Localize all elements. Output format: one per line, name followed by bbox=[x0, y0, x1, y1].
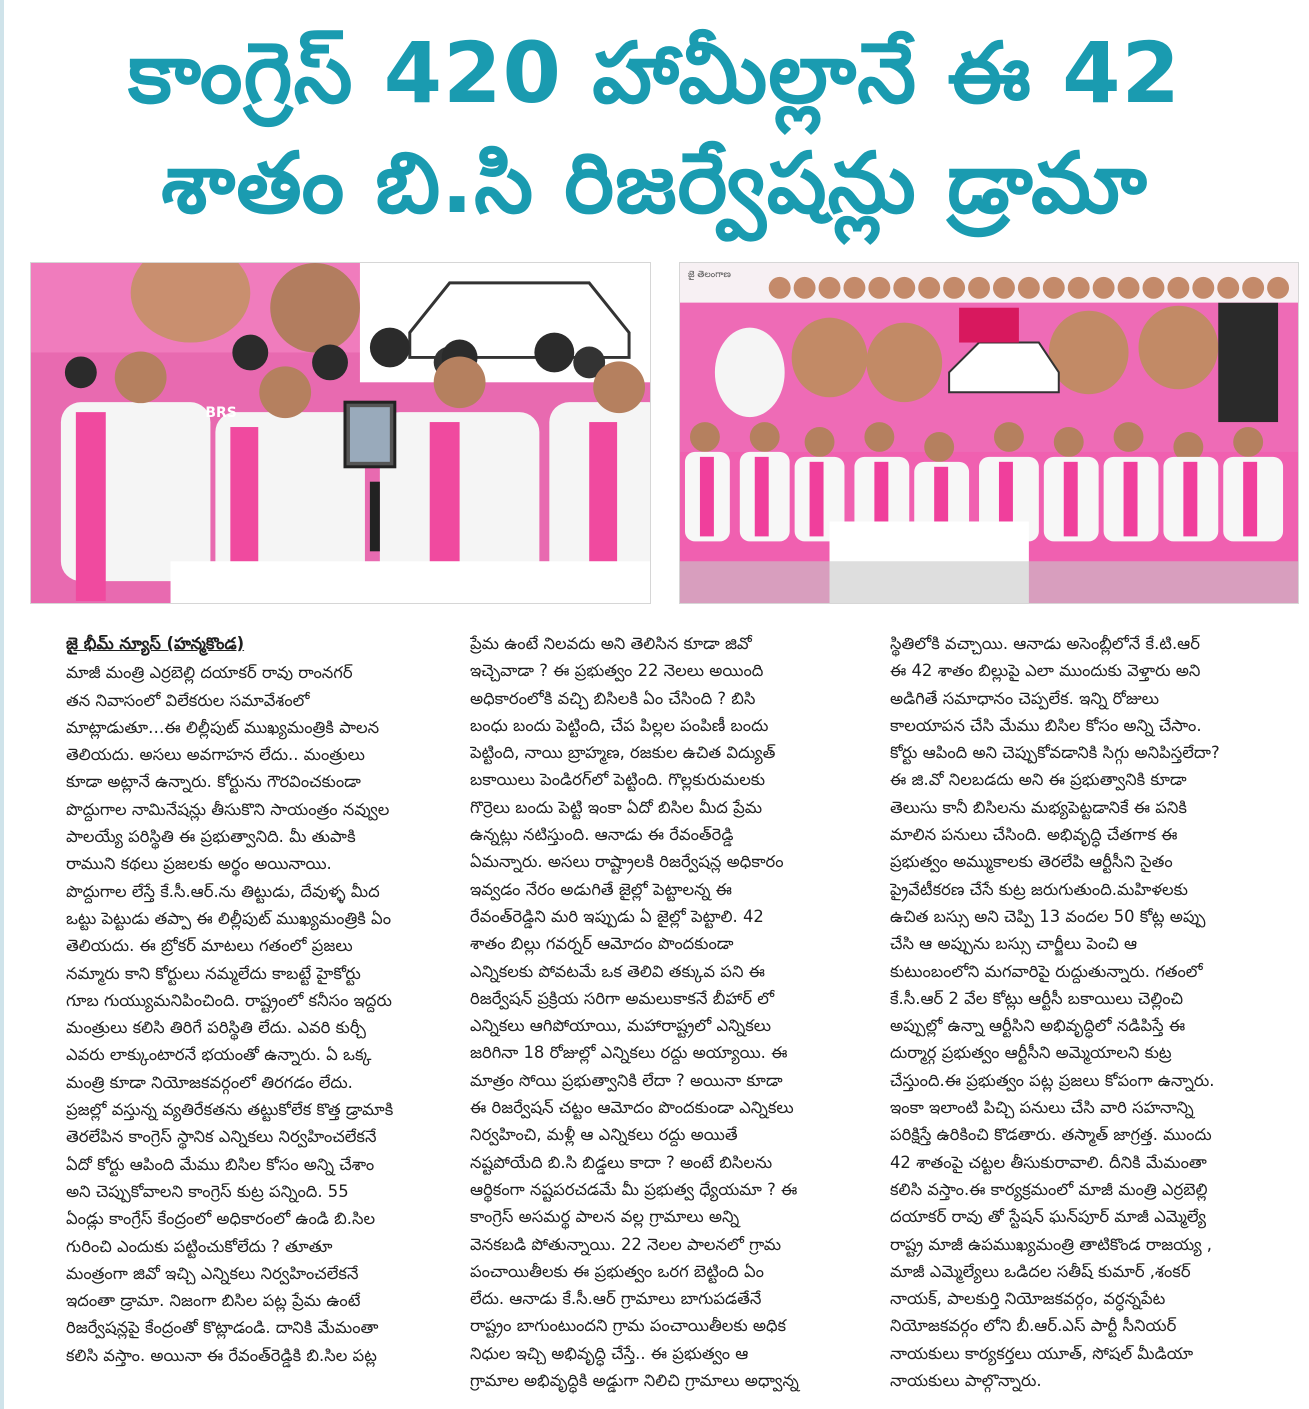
article-column-2 bbox=[470, 630, 860, 1394]
column-line: నమ్మారు కాని కోర్టులు నమ్మలేదు కాబట్టే హైకోర్టు bbox=[66, 963, 361, 983]
column-line: గ్రామాల అభివృద్ధికి అడ్డుగా నిలిచి గ్రామాలు అధ్వాన్న bbox=[470, 1371, 799, 1391]
column-line: తెలియదు. అసలు అవగాహన లేదు.. మంత్రులు bbox=[66, 745, 365, 765]
column-line: నాయకులు కార్యకర్తలు యూత్, సోషల్ మీడియా bbox=[890, 1343, 1194, 1363]
column-line: కూడా అట్లానే ఉన్నారు. కోర్టును గౌరవించకుండా bbox=[66, 772, 361, 792]
column-line: మాత్రం సోయి ప్రభుత్వానికి లేదా ? అయినా కూడా bbox=[470, 1070, 783, 1090]
column-line: పొద్దుగాల నామినేషన్లు తీసుకొని సాయంత్రం నవ్వుల bbox=[66, 799, 390, 819]
column-line: ఎన్నికలకు పోవటమే ఒక తెలివి తక్కువ పని ఈ bbox=[470, 961, 765, 981]
column-line: కే.సీ.ఆర్ 2 వేల కోట్లు ఆర్టీసీ బకాయిలు చెల్లించి bbox=[890, 988, 1184, 1008]
column-line: ఆర్థికంగా నష్టపరచడమే మీ ప్రభుత్వ ధ్యేయమా ? ఈ bbox=[470, 1179, 798, 1199]
column-line: పాలయ్యే పరిస్థితి ఈ ప్రభుత్వానిది. మీ తుపాకి bbox=[66, 827, 356, 847]
column-line: మంత్రంగా జివో ఇచ్చి ఎన్నికలు నిర్వహించలేకనే bbox=[66, 1263, 359, 1283]
photo-left-illustration bbox=[31, 263, 650, 603]
press-meet-photo-right bbox=[679, 262, 1299, 604]
column-line: రాష్ట్రం బాగుంటుందని గ్రామ పంచాయితీలకు అధిక bbox=[470, 1316, 787, 1336]
article-headline bbox=[0, 18, 1309, 238]
column-line: ఇదంతా డ్రామా. నిజంగా బిసిల పట్ల ప్రేమ ఉంటే bbox=[66, 1291, 361, 1311]
column-line: ఇచ్చెవాడా ? ఈ ప్రభుత్వం 22 నెలలు అయింది bbox=[470, 661, 764, 681]
press-meet-photo-left bbox=[30, 262, 651, 604]
column-line: 42 శాతంపై చట్టల తీసుకురావాలి. దీనికి మేమంతా bbox=[890, 1152, 1207, 1172]
column-line: మాలిన పనులు చేసింది. అభివృద్ధి చేతగాక ఈ bbox=[890, 825, 1178, 845]
column-line: నిర్వహించి, మళ్లీ ఆ ఎన్నికలు రద్దు అయితే bbox=[470, 1125, 738, 1145]
column-line: అధికారంలోకి వచ్చి బిసిలకి ఏం చేసింది ? బిసి bbox=[470, 688, 756, 708]
column-line: ఈ 42 శాతం బిల్లుపై ఎలా ముందుకు వెళ్తారు అని bbox=[890, 661, 1201, 681]
column-line: పరిక్షిస్తే ఉరికించి కొడతారు. తస్మాత్ జాగ్రత్త. ముందు bbox=[890, 1125, 1212, 1145]
column-line: మాజీ ఎమ్మెల్యేలు ఒడిదల సతీష్ కుమార్ ,శంకర్ bbox=[890, 1261, 1191, 1281]
column-line: ఏమన్నారు. అసలు రాష్ట్రాలకి రిజర్వేషన్ల అధికారం bbox=[470, 852, 784, 872]
headline-line-1: కాంగ్రెస్ 420 హామీల్లానే ఈ 42 bbox=[127, 24, 1182, 122]
column-line: ప్రభుత్వం అమ్ముకాలకు తెరలేపి ఆర్టీసీని సైతం bbox=[890, 852, 1173, 872]
article-column-3 bbox=[890, 630, 1290, 1394]
column-line: వెనకబడి పోతున్నాయి. 22 నెలల పాలనలో గ్రామ bbox=[470, 1234, 782, 1254]
column-line: బకాయిలు పెండిరగ్‌లో పెట్టింది. గొల్లకురుమలకు bbox=[470, 770, 766, 790]
photo-right-illustration bbox=[680, 263, 1298, 603]
column-line: అప్పుల్లో ఉన్నా ఆర్టీసిని అభివృద్ధిలో నడిపిస్తే ఈ bbox=[890, 1016, 1186, 1036]
column-line: పంచాయితీలకు ఈ ప్రభుత్వం ఒరగ బెట్టింది ఏం bbox=[470, 1261, 764, 1281]
byline: జై భీమ్ న్యూస్ (హన్మకొండ) bbox=[66, 634, 245, 653]
column-line: రాష్ట్ర మాజీ ఉపముఖ్యమంత్రి తాటికొండ రాజయ్య , bbox=[890, 1234, 1213, 1254]
column-line: రిజర్వేషన్లపై కేంద్రంతో కొట్లాడండి. దానికి మేమంతా bbox=[66, 1318, 379, 1338]
column-line: గురించి ఎందుకు పట్టించుకోలేదు ? తూతూ bbox=[66, 1236, 333, 1256]
column-line: చేస్తుంది.ఈ ప్రభుత్వం పట్ల ప్రజలు కోపంగా ఉన్నారు. bbox=[890, 1070, 1215, 1090]
column-line: స్థితిలోకి వచ్చాయి. ఆనాడు అసెంబ్లీలోనే కే.టి.ఆర్ bbox=[890, 634, 1200, 653]
column-line: నాయకులు పాల్గొన్నారు. bbox=[890, 1371, 1042, 1391]
column-line: ఏండ్లు కాంగ్రేస్ కేంద్రంలో అధికారంలో ఉండి బి.సిల bbox=[66, 1209, 376, 1229]
column-line: ఉన్నట్లు నటిస్తుంది. ఆనాడు ఈ రేవంత్‌రెడ్డి bbox=[470, 825, 734, 845]
column-line: ఒట్టు పెట్టుడు తప్పా ఈ లిల్లీపుట్ ముఖ్యమంత్రికి ఏం bbox=[66, 908, 392, 928]
column-line: ఇవ్వడం నేరం అడుగితే జైల్లో పెట్టాలన్న ఈ bbox=[470, 879, 732, 899]
column-line: రేవంత్‌రెడ్డిని మరి ఇప్పుడు ఏ జైల్లో పెట్టాలి. 42 bbox=[470, 906, 764, 926]
column-line: మంత్రులు కలిసి తిరిగే పరిస్థితి లేదు. ఎవరి కుర్చీ bbox=[66, 1018, 366, 1038]
column-line: కలిసి వస్తాం.ఈ కార్యక్రమంలో మాజీ మంత్రి ఎర్రబెల్లి bbox=[890, 1179, 1208, 1199]
column-line: తెలుసు కానీ బిసిలను మభ్యపెట్టడానికే ఈ పనికి bbox=[890, 797, 1187, 817]
column-line: నాయక్, పాలకుర్తి నియోజకవర్గం, వర్ధన్నపేట bbox=[890, 1289, 1166, 1309]
column-line: ప్రేమ ఉంటే నిలవదు అని తెలిసిన కూడా జివో bbox=[470, 634, 752, 653]
column-line: ఎవరు లాక్కుంటారనే భయంతో ఉన్నారు. ఏ ఒక్క bbox=[66, 1045, 372, 1065]
column-line: కలిసి వస్తాం. అయినా ఈ రేవంత్‌రెడ్డికి బి.సిల పట్ల bbox=[66, 1345, 377, 1365]
column-line: దుర్మార్గ ప్రభుత్వం ఆర్టీసీని అమ్మెయాలని కుట్ర bbox=[890, 1043, 1172, 1063]
column-line: ఏదో కోర్టు ఆపింది మేము బిసిల కోసం అన్ని చేశాం bbox=[66, 1154, 375, 1174]
headline-line-2: శాతం బి.సి రిజర్వేషన్లు డ్రామా bbox=[161, 134, 1148, 232]
column-line: చేసి ఆ అప్పును బస్సు చార్జీలు పెంచి ఆ bbox=[890, 934, 1138, 954]
column-line: గొర్రెలు బందు పెట్టి ఇంకా ఏదో బిసిల మీద ప్రేమ bbox=[470, 797, 763, 817]
column-line: అడిగితే సమాధానం చెప్పలేక. ఇన్ని రోజులు bbox=[890, 688, 1159, 708]
column-line: ఉచిత బస్సు అని చెప్పి 13 వందల 50 కోట్ల అప్పు bbox=[890, 906, 1206, 926]
column-line: జరిగినా 18 రోజుల్లో ఎన్నికలు రద్దు అయ్యాయి. ఈ bbox=[470, 1043, 788, 1063]
column-line: రిజర్వేషన్ ప్రక్రియ సరిగా అమలుకాకనే బీహార్ లో bbox=[470, 988, 775, 1008]
column-line: నియోజకవర్గం లోని బీ.ఆర్.ఎస్ పార్టీ సీనియర్ bbox=[890, 1316, 1177, 1336]
column-line: కాంగ్రెస్ అసమర్థ పాలన వల్ల గ్రామాలు అన్ని bbox=[470, 1207, 740, 1227]
column-line: మంత్రి కూడా నియోజకవర్గంలో తిరగడం లేదు. bbox=[66, 1072, 353, 1092]
column-line: లేదు. ఆనాడు కే.సీ.ఆర్ గ్రామాలు బాగుపడతేనే bbox=[470, 1289, 762, 1309]
column-line: పెట్టింది, నాయి బ్రాహ్మణ, రజకుల ఉచిత విద్యుత్ bbox=[470, 743, 776, 763]
column-line: ప్రైవేటీకరణ చేసే కుట్ర జరుగుతుంది.మహిళలకు bbox=[890, 879, 1188, 899]
column-line: మాట్లాడుతూ…ఈ లిల్లీపుట్ ముఖ్యమంత్రికి పాలన bbox=[66, 717, 380, 737]
column-line: అని చెప్పుకోవాలని కాంగ్రెస్ కుట్ర పన్నింది. 55 bbox=[66, 1181, 349, 1201]
column-line: బంధు బందు పెట్టింది, చేప పిల్లల పంపిణీ బందు bbox=[470, 715, 769, 735]
column-line: దయాకర్ రావు తో స్టేషన్ ఘన్‌పూర్ మాజీ ఎమ్మెల్యే bbox=[890, 1207, 1207, 1227]
column-line: పొద్దుగాల లేస్తే కే.సీ.ఆర్.ను తిట్టుడు, దేవుళ్ళ మీద bbox=[66, 881, 380, 901]
column-line: నిధుల ఇచ్చి అభివృద్ధి చేస్తే.. ఈ ప్రభుత్వం ఆ bbox=[470, 1343, 749, 1363]
column-line: కాలయాపన చేసి మేము బిసిల కోసం అన్ని చేసాం. bbox=[890, 715, 1202, 735]
column-line: తెలియదు. ఈ బ్రోకర్ మాటలు గతంలో ప్రజలు bbox=[66, 936, 353, 956]
column-line: ఇంకా ఇలాంటి పిచ్చి పనులు చేసి వారి సహనాన్ని bbox=[890, 1098, 1194, 1118]
column-line: కుటుంబంలోని మగవారిపై రుద్దుతున్నారు. గతంలో bbox=[890, 961, 1203, 981]
column-line: రాముని కథలు ప్రజలకు అర్థం అయినాయి. bbox=[66, 854, 332, 874]
column-line: ఈ జి.వో నిలబడదు అని ఈ ప్రభుత్వానికి కూడా bbox=[890, 770, 1187, 790]
column-line: మాజీ మంత్రి ఎర్రబెల్లి దయాకర్ రావు రాంనగర్ bbox=[66, 663, 353, 683]
column-line: ఈ రిజర్వేషన్ చట్టం ఆమోదం పొందకుండా ఎన్నికలు bbox=[470, 1098, 794, 1118]
column-line: ఎన్నికలు ఆగిపోయాయి, మహారాష్ట్రలో ఎన్నికలు bbox=[470, 1016, 772, 1036]
column-line: శాతం బిల్లు గవర్నర్ ఆమోదం పొందకుండా bbox=[470, 934, 734, 954]
column-line: ప్రజల్లో వస్తున్న వ్యతిరేకతను తట్టుకోలేక కొత్త డ్రామాకి bbox=[66, 1100, 394, 1120]
photo-right-banner-text: జై తెలంగాణ bbox=[687, 269, 731, 280]
column-line: తన నివాసంలో విలేకరుల సమావేశంలో bbox=[66, 690, 310, 710]
column-line: తెరలేపిన కాంగ్రెస్ స్థానిక ఎన్నికలు నిర్వహించలేకనే bbox=[66, 1127, 377, 1147]
column-line: నష్టపోయేది బి.సి బిడ్డలు కాదా ? అంటే బిసిలను bbox=[470, 1152, 773, 1172]
column-line: గూబ గుయ్యుమనిపించింది. రాష్ట్రంలో కనీసం ఇద్దరు bbox=[66, 990, 392, 1010]
photo-left-banner-text: BRS bbox=[205, 405, 237, 422]
column-line: కోర్టు ఆపింది అని చెప్పుకోవడానికి సిగ్గు అనిపిస్తలేదా? bbox=[890, 743, 1220, 763]
article-column-1 bbox=[66, 630, 442, 1369]
